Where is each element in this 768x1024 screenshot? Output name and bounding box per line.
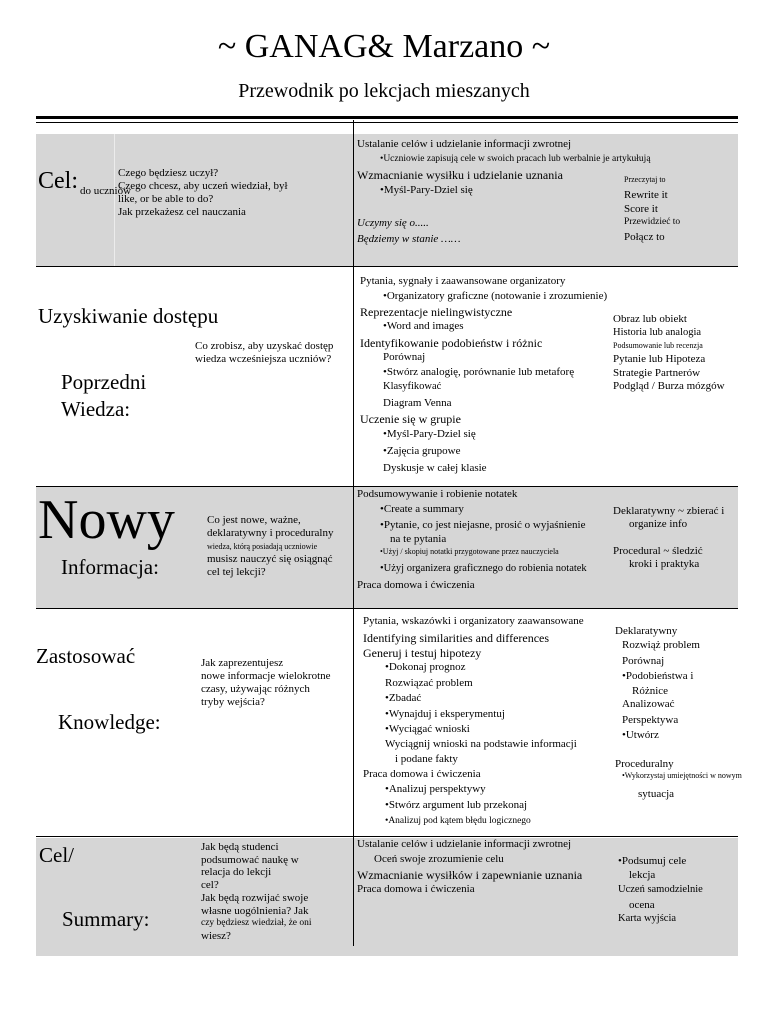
apply-strategy: •Zbadać (385, 692, 422, 704)
apply-label: Zastosować (36, 644, 136, 668)
page-subtitle: Przewodnik po lekcjach mieszanych (238, 80, 530, 102)
summary-question-line: podsumować naukę w (201, 853, 299, 866)
apply-verb: •Wykorzystaj umiejętności w nowym (622, 771, 742, 780)
apply-strategy: •Stwórz argument lub przekonaj (385, 799, 528, 811)
summary-strategy: Praca domowa i ćwiczenia (357, 883, 475, 895)
summary-verb: Karta wyjścia (618, 913, 677, 924)
access-strategy: •Zajęcia grupowe (383, 445, 461, 457)
goal-question-line: like, or be able to do? (118, 193, 214, 205)
apply-strategy: Identifying similarities and differences (363, 631, 550, 645)
access-strategy: •Word and images (383, 320, 464, 332)
goal-question-line: Czego chcesz, aby uczeń wiedział, był (118, 180, 288, 192)
apply-strategy: Praca domowa i ćwiczenia (363, 768, 481, 780)
summary-strategy: Wzmacnianie wysiłków i zapewnianie uznania (357, 868, 583, 882)
apply-strategy: •Wyciągać wnioski (385, 723, 470, 735)
goal-question-line: Czego będziesz uczył? (118, 167, 219, 179)
apply-verb: •Utwórz (622, 729, 659, 741)
apply-question-line: tryby wejścia? (201, 696, 265, 708)
apply-strategy: Generuj i testuj hipotezy (363, 646, 482, 660)
goal-verb: Połącz to (624, 231, 665, 243)
row-divider-4 (36, 836, 738, 837)
apply-verb: Analizować (622, 698, 675, 710)
new-info-strategy: •Create a summary (380, 503, 464, 515)
summary-question-line: Jak będą rozwijać swoje (201, 891, 309, 904)
access-question (195, 340, 333, 366)
apply-verb: sytuacja (638, 788, 675, 800)
new-info-question-line: cel tej lekcji? (207, 566, 266, 578)
new-info-question-line: deklaratywny i proceduralny (207, 527, 334, 539)
row-divider-1 (36, 266, 738, 267)
row-divider-3 (36, 608, 738, 609)
new-info-strategy: •Użyj organizera graficznego do robienia notatek (380, 563, 587, 574)
access-strategy: Klasyfikować (383, 381, 442, 392)
goal-strategy: Będziemy w stanie …… (357, 233, 461, 245)
access-verb: Podsumowanie lub recenzja (613, 341, 703, 350)
access-label: Uzyskiwanie dostępu (38, 304, 219, 328)
apply-strategy: •Analizuj perspektywy (385, 783, 486, 795)
new-info-question-line: musisz nauczyć się osiągnąć (207, 553, 333, 565)
access-question-line: wiedza wcześniejsza uczniów? (195, 353, 332, 365)
apply-verb: Różnice (632, 685, 669, 697)
new-info-question-line: wiedza, którą posiadają uczniowie (207, 542, 318, 551)
access-label-2: Poprzedni (61, 370, 147, 394)
access-strategy: •Stwórz analogię, porównanie lub metaforę (383, 366, 575, 378)
apply-question-line: nowe informacje wielokrotne (201, 670, 331, 682)
header-rule-thick (36, 116, 738, 119)
access-strategy: •Organizatory graficzne (notowanie i zrozumienie) (383, 290, 608, 302)
access-strategy: Dyskusje w całej klasie (383, 462, 487, 474)
new-info-strategy: •Użyj / skopiuj notatki przygotowane przez nauczyciela (380, 547, 559, 556)
apply-verb: Deklaratywny (615, 625, 678, 637)
access-verb: Pytanie lub Hipoteza (613, 353, 706, 365)
goal-question (118, 167, 288, 219)
goal-verb: Przewidzieć to (624, 217, 681, 227)
summary-verb: •Podsumuj cele (618, 855, 687, 867)
apply-verb: Proceduralny (615, 758, 674, 770)
apply-strategy: i podane fakty (395, 753, 458, 765)
new-info-label-2: Informacja: (61, 555, 159, 579)
apply-label-2: Knowledge: (58, 710, 161, 734)
apply-strategy: •Wynajduj i eksperymentuj (385, 708, 505, 720)
apply-verb: Porównaj (622, 655, 665, 667)
new-info-strategy: na te pytania (390, 533, 447, 545)
new-info-strategy: Praca domowa i ćwiczenia (357, 579, 475, 591)
access-strategy: Porównaj (383, 351, 426, 363)
goal-inner-divider (114, 134, 115, 266)
header-rule-thin (36, 122, 738, 123)
new-info-verb: Procedural ~ śledzić (613, 545, 703, 557)
apply-question-line: Jak zaprezentujesz (201, 657, 284, 669)
apply-verb: Rozwiąż problem (622, 639, 700, 651)
summary-question-line: cel? (201, 879, 219, 892)
goal-verb: Rewrite it (624, 189, 668, 201)
summary-question-line: relacja do lekcji (201, 866, 272, 879)
access-verb: Strategie Partnerów (613, 367, 701, 379)
goal-label: Cel: (38, 168, 78, 194)
new-info-question-line: Co jest nowe, ważne, (207, 514, 301, 526)
new-info-verb: organize info (629, 518, 688, 530)
access-verb: Obraz lub obiekt (613, 313, 687, 325)
summary-question-line: Jak będą studenci (201, 841, 279, 853)
goal-question-line: Jak przekażesz cel nauczania (118, 206, 246, 218)
access-strategy: Uczenie się w grupie (360, 412, 461, 426)
access-verb: Podgląd / Burza mózgów (613, 380, 725, 392)
summary-question-line: wiesz? (201, 929, 231, 942)
goal-strategy: Wzmacnianie wysiłku i udzielanie uznania (357, 168, 563, 182)
new-info-verb: kroki i praktyka (629, 558, 700, 570)
summary-strategy: Oceń swoje zrozumienie celu (374, 853, 504, 865)
summary-question-line: czy będziesz wiedział, że oni (201, 918, 312, 929)
summary-question-line: własne uogólnienia? Jak (201, 904, 309, 917)
apply-question (201, 657, 331, 709)
apply-verb: •Podobieństwa i (622, 670, 694, 682)
summary-strategy: Ustalanie celów i udzielanie informacji zwrotnej (357, 838, 572, 850)
access-strategy: Pytania, sygnały i zaawansowane organizatory (360, 275, 566, 287)
page-title: ~ GANAG& Marzano ~ (217, 28, 551, 65)
new-info-strategy: Podsumowywanie i robienie notatek (357, 488, 518, 500)
new-info-question (207, 514, 333, 579)
goal-verb: Score it (624, 203, 658, 215)
apply-strategy: Pytania, wskazówki i organizatory zaawansowane (363, 615, 584, 627)
apply-verb: Perspektywa (622, 714, 679, 726)
summary-verb: lekcja (629, 869, 656, 881)
goal-strategy: •Myśl-Pary-Dziel się (380, 184, 473, 196)
access-strategy: Identyfikowanie podobieństw i różnic (360, 336, 543, 350)
access-question-line: Co zrobisz, aby uzyskać dostęp (195, 340, 334, 352)
apply-strategy: •Analizuj pod kątem błędu logicznego (385, 816, 531, 826)
new-info-label: Nowy (38, 489, 175, 551)
summary-question (201, 841, 312, 943)
apply-question-line: czasy, używając różnych (201, 683, 310, 695)
goal-strategy: Uczymy się o..... (357, 217, 429, 229)
goal-strategy: •Uczniowie zapisują cele w swoich pracach lub werbalnie je artykułują (380, 154, 651, 164)
row-divider-2 (36, 486, 738, 487)
column-divider (353, 120, 354, 946)
new-info-verb: Deklaratywny ~ zbierać i (613, 505, 725, 517)
access-label-3: Wiedza: (61, 397, 131, 421)
access-strategy: Diagram Venna (383, 397, 452, 409)
summary-label: Cel/ (39, 843, 74, 867)
summary-label-2: Summary: (62, 907, 150, 931)
summary-verb: Uczeń samodzielnie (618, 884, 703, 895)
goal-verb: Przeczytaj to (624, 175, 666, 184)
goal-strategy: Ustalanie celów i udzielanie informacji zwrotnej (357, 138, 572, 150)
summary-verb: ocena (629, 899, 655, 911)
access-strategy: Reprezentacje nielingwistyczne (360, 305, 513, 319)
goal-label-suffix: do uczniów (80, 185, 132, 197)
new-info-strategy: •Pytanie, co jest niejasne, prosić o wyjaśnienie (380, 519, 586, 531)
apply-strategy: •Dokonaj prognoz (385, 661, 466, 673)
access-verb: Historia lub analogia (613, 327, 702, 338)
access-strategy: •Myśl-Pary-Dziel się (383, 428, 476, 440)
apply-strategy: Rozwiązać problem (385, 677, 473, 689)
apply-strategy: Wyciągnij wnioski na podstawie informacji (385, 738, 577, 750)
